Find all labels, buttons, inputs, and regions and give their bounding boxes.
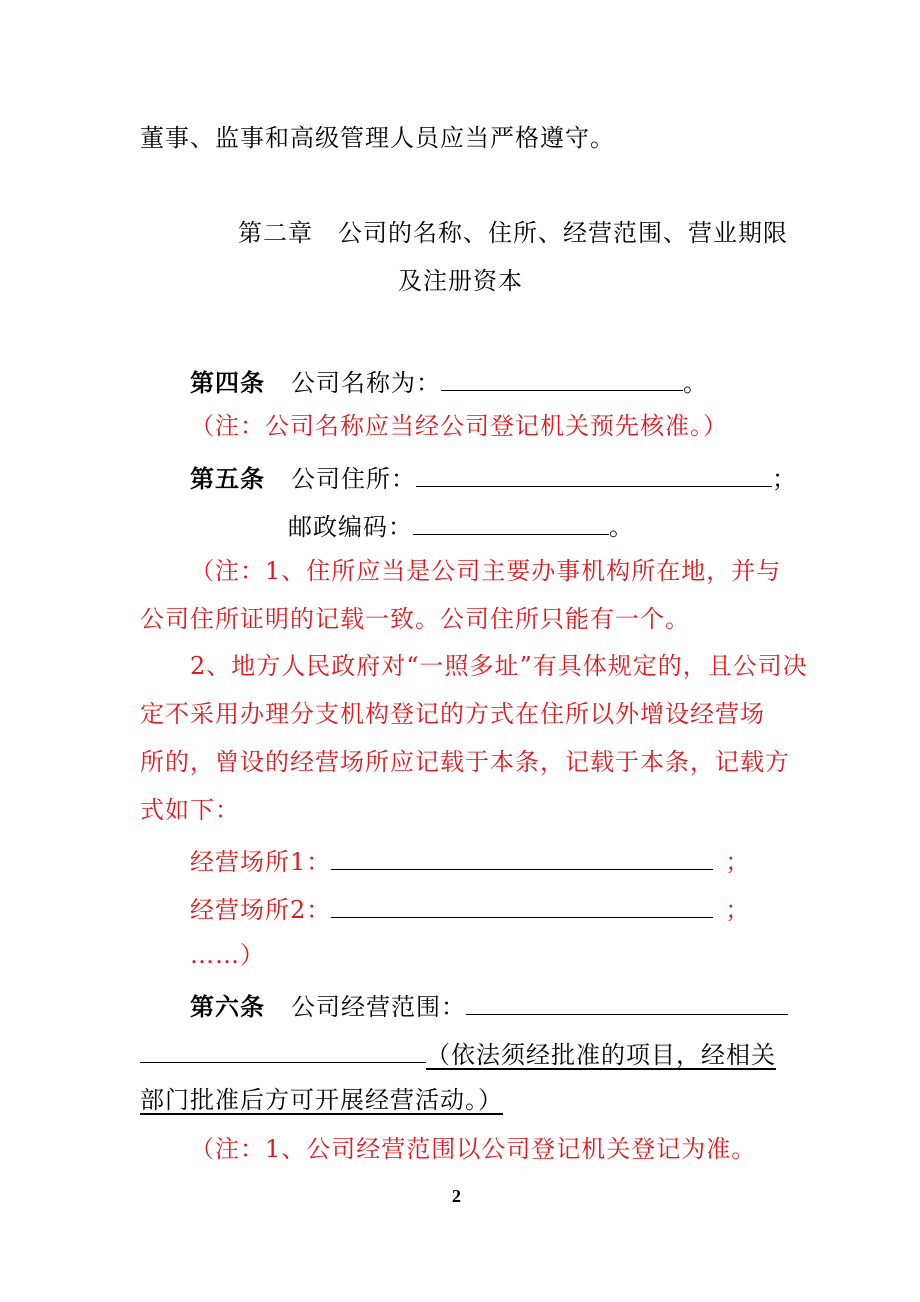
article5-note1-line2: 公司住所证明的记载一致。公司住所只能有一个。 <box>140 605 690 633</box>
article5-note2-line3: 所的，曾设的经营场所应记载于本条，记载于本条，记载方 <box>140 748 790 776</box>
article5-row <box>190 460 797 495</box>
article6-label: 第六条 <box>190 993 265 1021</box>
address-blank[interactable] <box>416 460 772 487</box>
page-number: 2 <box>452 1186 461 1206</box>
article6-cont1-row <box>140 1036 776 1071</box>
article6-cont2-row <box>140 1084 503 1116</box>
place2-row <box>190 891 750 926</box>
article6-cont2: 部门批准后方可开展经营活动。） <box>140 1086 503 1114</box>
place1-end: ； <box>725 848 751 876</box>
postcode-row <box>288 508 634 543</box>
postcode-end: 。 <box>609 513 634 541</box>
article4-label: 第四条 <box>190 369 265 397</box>
place2-label: 经营场所2： <box>190 896 332 924</box>
intro-line: 董事、监事和高级管理人员应当严格遵守。 <box>140 124 615 152</box>
article6-cont1: （依法须经批准的项目，经相关 <box>426 1041 776 1069</box>
business-scope-blank-2[interactable] <box>140 1036 426 1063</box>
article6-row <box>190 988 788 1023</box>
place1-blank[interactable] <box>331 843 713 870</box>
article4-row <box>190 364 708 399</box>
place2-end: ； <box>725 896 751 924</box>
article5-note2-line2: 定不采用办理分支机构登记的方式在住所以外增设经营场 <box>140 700 765 728</box>
article6-note: （注：1、公司经营范围以公司登记机关登记为准。 <box>190 1135 757 1163</box>
article4-end: 。 <box>683 369 708 397</box>
business-scope-blank[interactable] <box>466 988 788 1015</box>
place1-label: 经营场所1： <box>190 848 332 876</box>
postcode-blank[interactable] <box>413 508 609 535</box>
ellipsis-line: ……） <box>190 941 265 969</box>
chapter-title-line1: 第二章 公司的名称、住所、经营范围、营业期限 <box>238 219 788 247</box>
article4-note: （注：公司名称应当经公司登记机关预先核准。） <box>190 412 728 440</box>
article5-note2-line4: 式如下： <box>140 796 240 824</box>
article5-label: 第五条 <box>190 465 265 493</box>
postcode-label: 邮政编码： <box>288 513 413 541</box>
place2-blank[interactable] <box>331 891 713 918</box>
article6-text: 公司经营范围： <box>291 993 466 1021</box>
chapter-title-line2: 及注册资本 <box>398 267 523 295</box>
address-end: ； <box>772 465 797 493</box>
article4-text: 公司名称为： <box>291 369 441 397</box>
article5-note1-line1: （注：1、住所应当是公司主要办事机构所在地，并与 <box>190 557 782 585</box>
address-label: 公司住所： <box>291 465 416 493</box>
article5-note2-line1: 2、地方人民政府对“一照多址”有具体规定的，且公司决 <box>190 652 808 680</box>
company-name-blank[interactable] <box>441 364 683 391</box>
place1-row <box>190 843 750 878</box>
